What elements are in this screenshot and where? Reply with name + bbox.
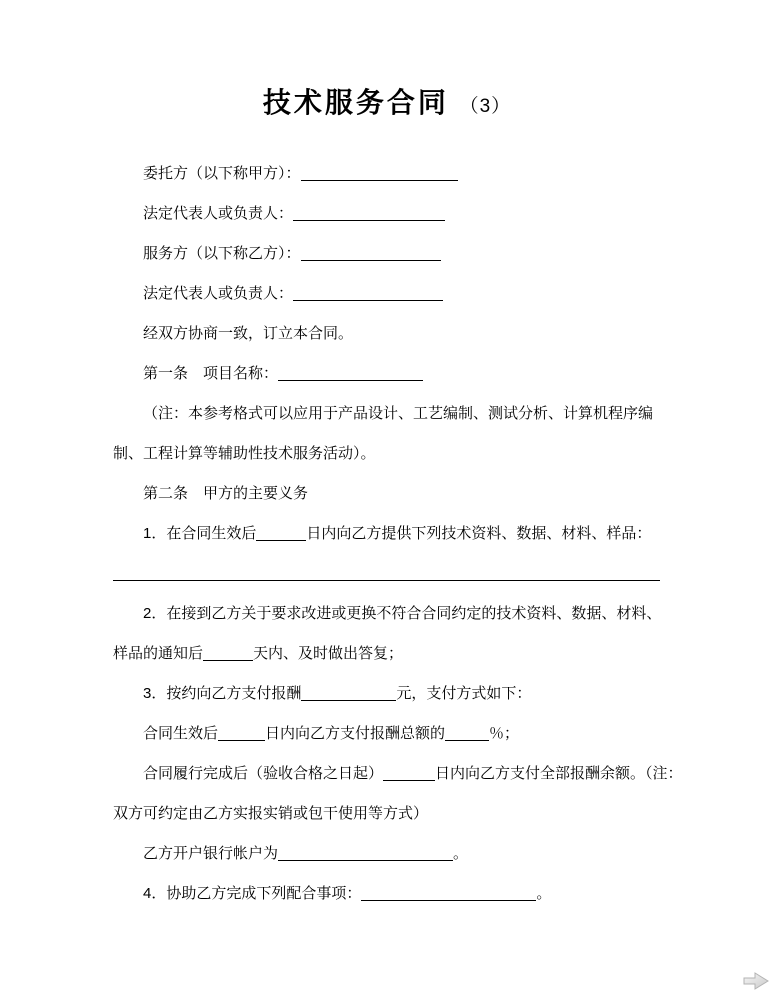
- line-text: 2．在接到乙方关于要求改进或更换不符合合同约定的技术资料、数据、材料、: [143, 605, 662, 622]
- line-text: （注：本参考格式可以应用于产品设计、工艺编制、测试分析、计算机程序编: [143, 405, 654, 422]
- next-page-arrow-icon[interactable]: [743, 971, 769, 991]
- document-line: [113, 274, 744, 314]
- line-text: 日内向乙方提供下列技术资料、数据、材料、样品：: [306, 525, 652, 542]
- line-text: 天内、及时做出答复；: [253, 645, 404, 662]
- line-text: 法定代表人或负责人：: [143, 285, 294, 302]
- line-text: 第二条 甲方的主要义务: [143, 485, 309, 502]
- fill-in-blank: [301, 166, 458, 181]
- fill-in-blank: [361, 886, 536, 901]
- document-line: [113, 394, 744, 434]
- line-text: 法定代表人或负责人：: [143, 205, 294, 222]
- document-line: [113, 754, 744, 794]
- document-line: [113, 434, 744, 474]
- line-text: 合同生效后: [143, 725, 219, 742]
- fill-in-blank: [218, 726, 265, 741]
- document-title-suffix: （3）: [459, 96, 512, 117]
- fill-in-blank: [293, 286, 443, 301]
- line-text: 委托方（以下称甲方）：: [143, 165, 301, 182]
- line-text: 样品的通知后: [113, 645, 204, 662]
- document-line: [113, 594, 744, 634]
- line-text: 经双方协商一致，订立本合同。: [143, 325, 354, 342]
- line-text: 1．在合同生效后: [143, 525, 257, 542]
- document-body: [0, 154, 774, 914]
- fill-in-blank: [278, 366, 423, 381]
- document-line: [113, 474, 744, 514]
- document-line: [113, 194, 744, 234]
- document-title: [0, 0, 774, 124]
- document-line: [113, 874, 744, 914]
- line-text: 日内向乙方支付报酬总额的: [265, 725, 446, 742]
- document-line: [113, 794, 744, 834]
- document-line: [113, 554, 744, 594]
- document-line: [113, 514, 744, 554]
- fill-in-blank: [203, 646, 253, 661]
- line-text: 双方可约定由乙方实报实销或包干使用等方式）: [113, 805, 429, 822]
- document-line: [113, 714, 744, 754]
- line-text: 。: [536, 885, 552, 902]
- line-text: 4．协助乙方完成下列配合事项：: [143, 885, 362, 902]
- line-text: 日内向乙方支付全部报酬余额。（注：: [435, 765, 683, 782]
- fill-in-blank: [383, 766, 435, 781]
- fill-in-blank: [293, 206, 445, 221]
- line-text: ％；: [489, 725, 520, 742]
- line-text: 元，支付方式如下：: [396, 685, 532, 702]
- document-line: [113, 354, 744, 394]
- fill-in-blank: [256, 526, 306, 541]
- document-line: [113, 314, 744, 354]
- line-text: 服务方（以下称乙方）：: [143, 245, 301, 262]
- document-line: [113, 834, 744, 874]
- document-line: [113, 634, 744, 674]
- fill-in-blank: [301, 686, 396, 701]
- line-text: 合同履行完成后（验收合格之日起）: [143, 765, 384, 782]
- document-line: [113, 154, 744, 194]
- document-title-main: 技术服务合同: [262, 87, 449, 118]
- document-line: [113, 674, 744, 714]
- document-line: [113, 234, 744, 274]
- fill-in-blank: [113, 566, 660, 581]
- fill-in-blank: [445, 726, 489, 741]
- line-text: 3．按约向乙方支付报酬: [143, 685, 302, 702]
- fill-in-blank: [278, 846, 453, 861]
- line-text: 。: [453, 845, 469, 862]
- line-text: 制、工程计算等辅助性技术服务活动）。: [113, 445, 376, 462]
- line-text: 乙方开户银行帐户为: [143, 845, 279, 862]
- fill-in-blank: [301, 246, 441, 261]
- line-text: 第一条 项目名称：: [143, 365, 279, 382]
